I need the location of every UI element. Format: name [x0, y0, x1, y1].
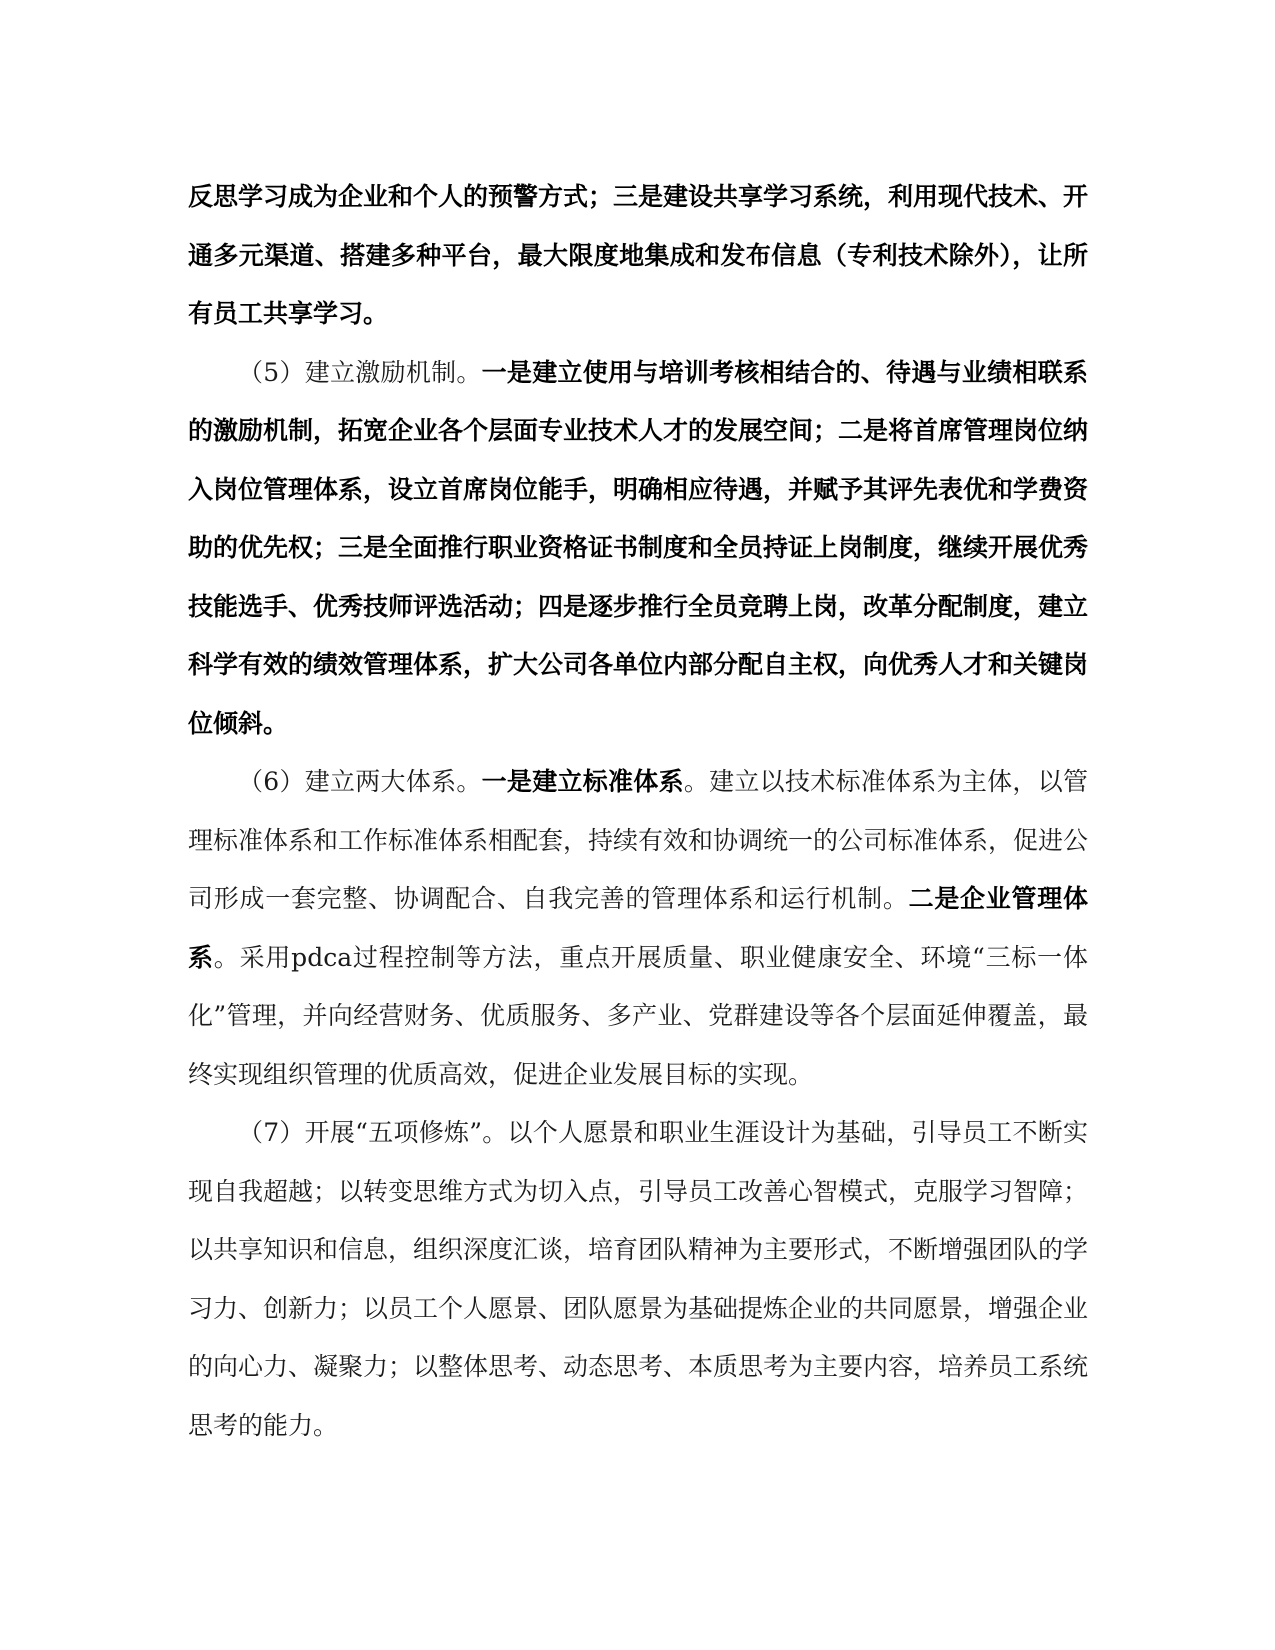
section-heading: （5）建立激励机制。 [238, 357, 482, 387]
paragraph-text: （7）开展“五项修炼”。以个人愿景和职业生涯设计为基础，引导员工不断实现自我超越；以转变思维方式为切入点，引导员工改善心智模式，克服学习智障；以共享知识和信息，组织深度汇谈，培育团队精神为主要形式，不断增强团队的学习力、创新力；以员工个人愿景、团队愿景为基础提炼企业的共同愿景，增强企业的向心力、凝聚力；以整体思考、动态思考、本质思考为主要内容，培养员工系统思考的能力。 [188, 1118, 1089, 1440]
bold-text: 二是企业管理体系 [188, 884, 1088, 972]
paragraph-two-systems [188, 753, 1088, 1104]
paragraph-text: 。建立以技术标准体系为主体，以管理标准体系和工作标准体系相配套，持续有效和协调统一的公司标准体系，促进公司形成一套完整、协调配合、自我完善的管理体系和运行机制。 [188, 767, 1089, 913]
bold-text: 一是建立标准体系 [481, 767, 684, 796]
paragraph-text: 反思学习成为企业和个人的预警方式；三是建设共享学习系统，利用现代技术、开通多元渠道、搭建多种平台，最大限度地集成和发布信息（专利技术除外），让所有员工共享学习。 [188, 182, 1089, 328]
paragraph-shared-learning [188, 168, 1088, 344]
paragraph-five-disciplines [188, 1104, 1088, 1455]
bold-text: 一是建立使用与培训考核相结合的、待遇与业绩相联系的激励机制，拓宽企业各个层面专业技术人才的发展空间；二是将首席管理岗位纳入岗位管理体系，设立首席岗位能手，明确相应待遇，并赋予其评先表优和学费资助的优先权；三是全面推行职业资格证书制度和全员持证上岗制度，继续开展优秀技能选手、优秀技师评选活动；四是逐步推行全员竞聘上岗，改革分配制度，建立科学有效的绩效管理体系，扩大公司各单位内部分配自主权，向优秀人才和关键岗位倾斜。 [188, 357, 1089, 738]
paragraph-text: 。采用pdca过程控制等方法，重点开展质量、职业健康安全、环境“三标一体化”管理，并向经营财务、优质服务、多产业、党群建设等各个层面延伸覆盖，最终实现组织管理的优质高效，促进企业发展目标的实现。 [188, 942, 1088, 1089]
document-page [188, 168, 1088, 1455]
paragraph-incentive-mechanism [188, 344, 1088, 754]
section-heading: （6）建立两大体系。 [238, 767, 482, 796]
